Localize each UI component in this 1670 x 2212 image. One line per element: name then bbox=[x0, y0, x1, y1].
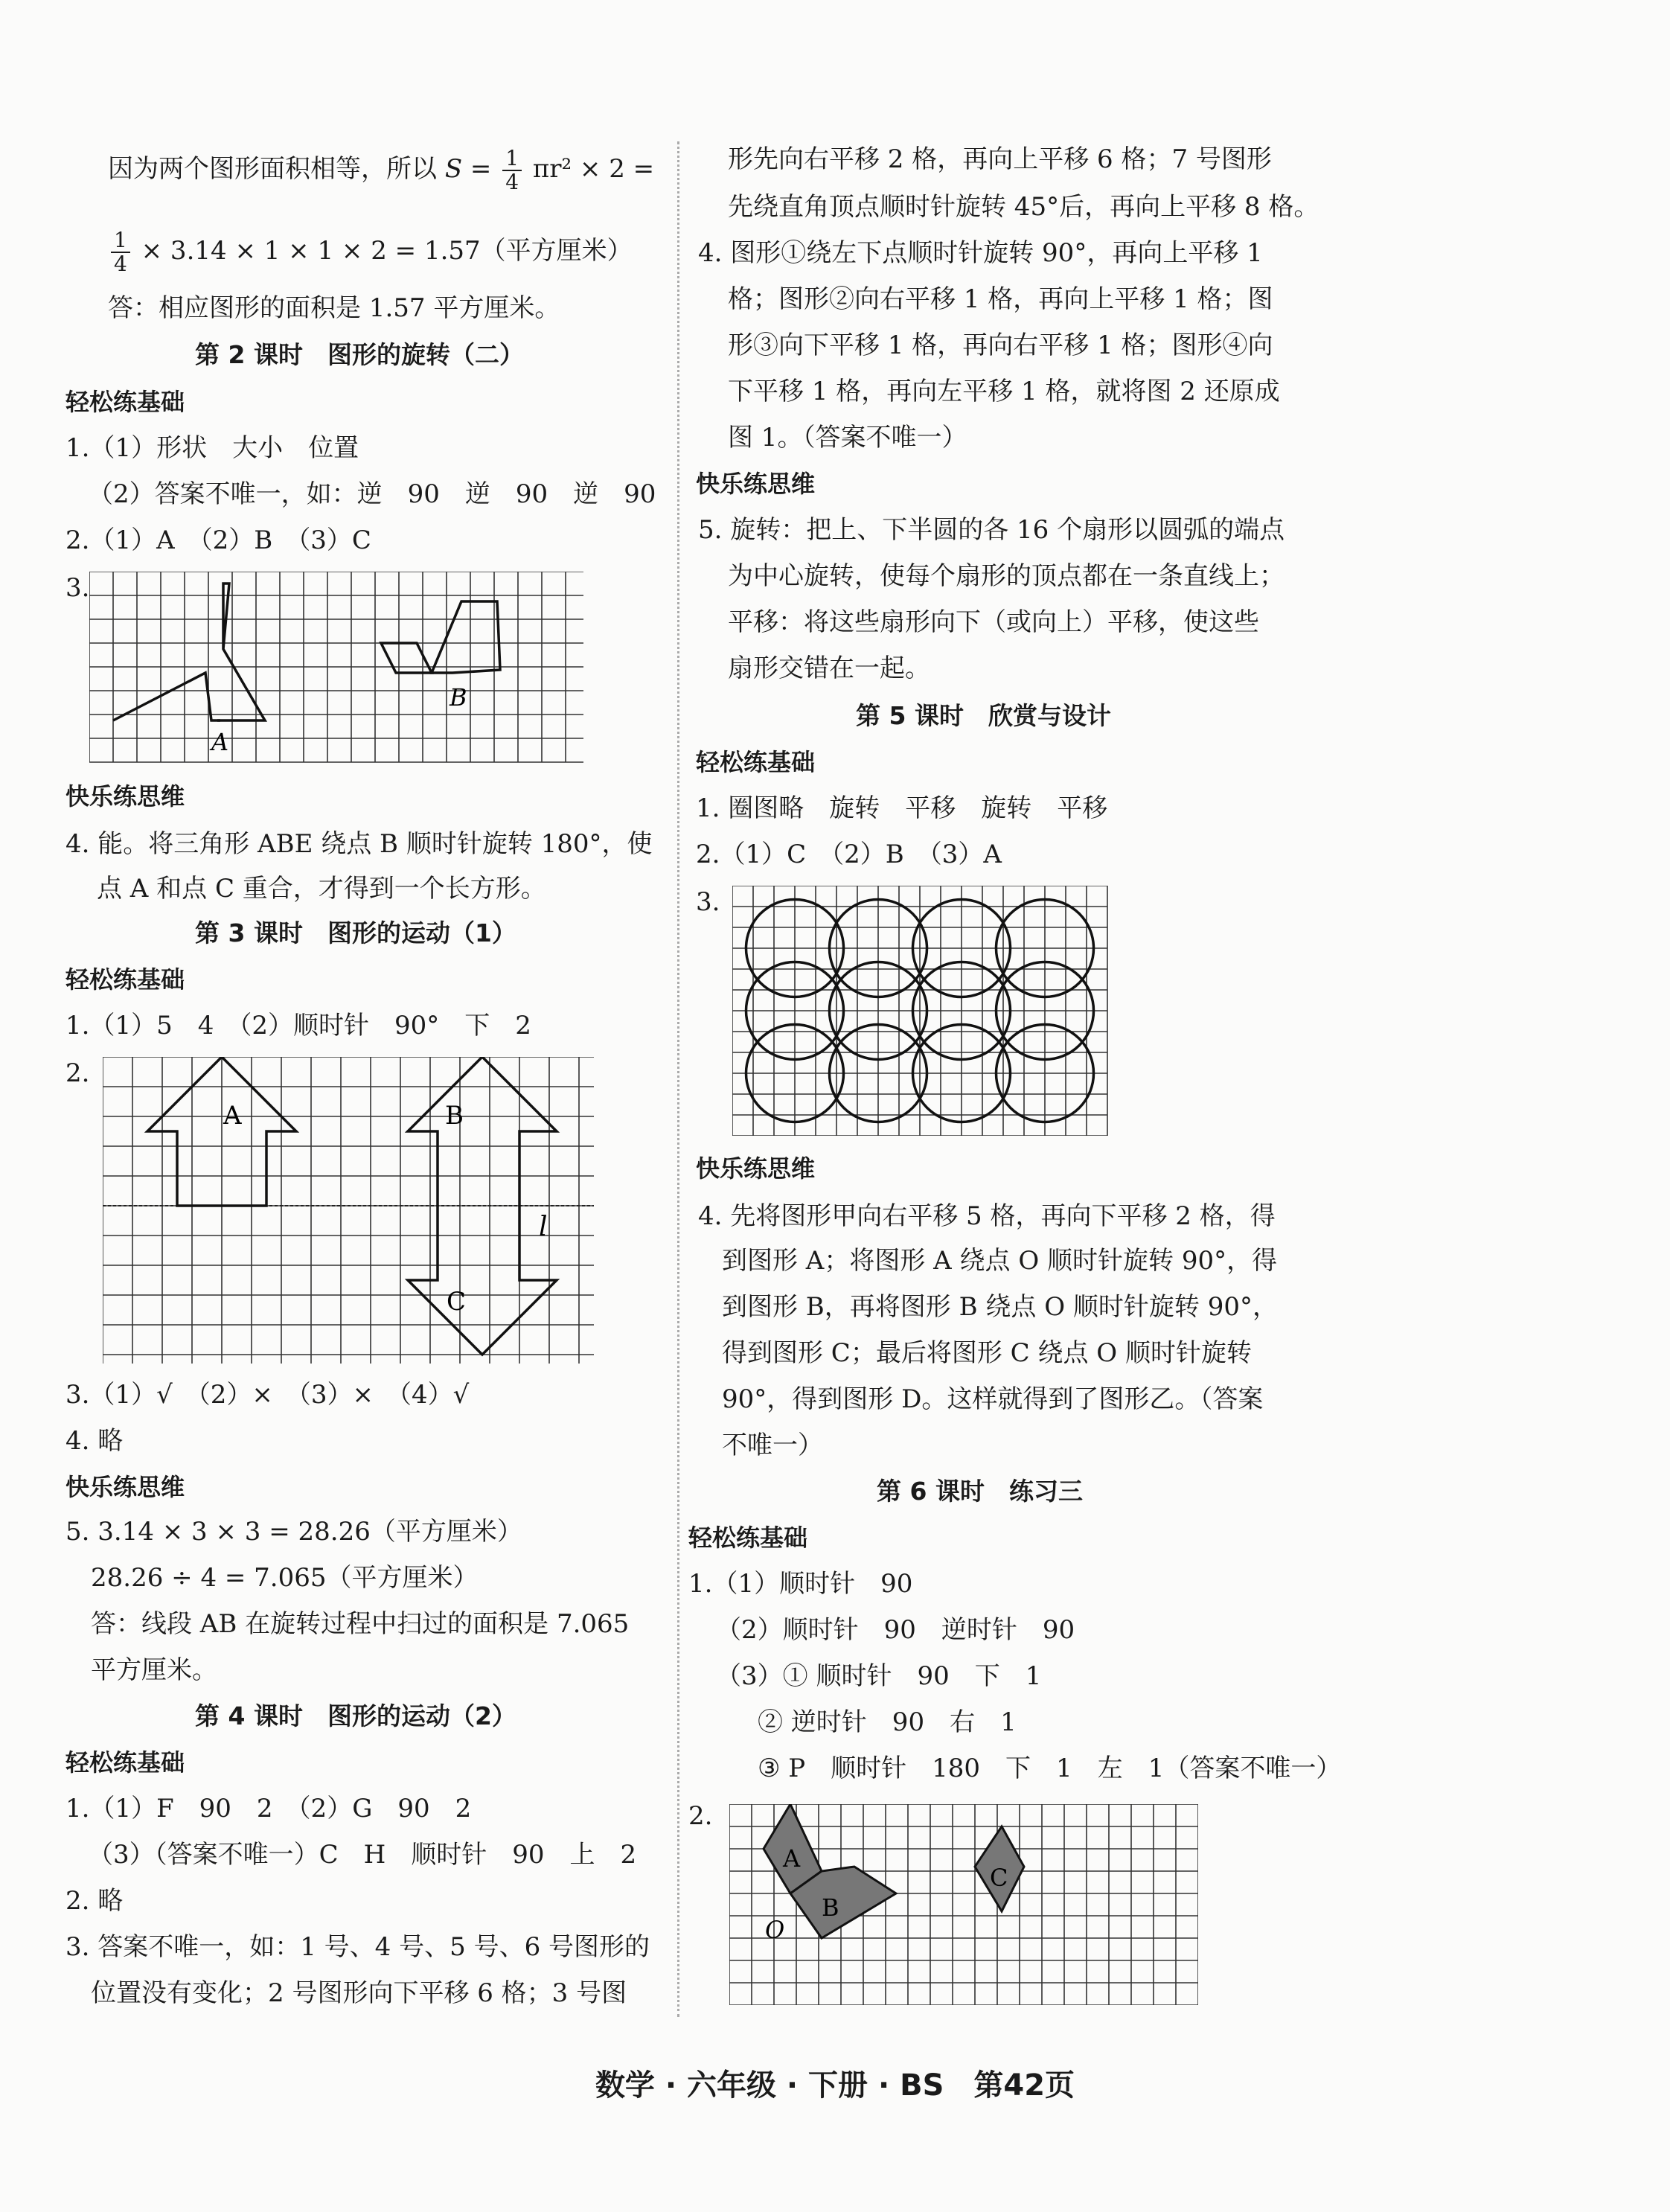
answer-line: （3）① 顺时针 90 下 1 bbox=[716, 1661, 1042, 1691]
answer-line: 为中心旋转，使每个扇形的顶点都在一条直线上； bbox=[728, 561, 1285, 591]
answer-line: 5. 3.14 × 3 × 3 = 28.26（平方厘米） bbox=[65, 1517, 522, 1547]
section-think: 快乐练思维 bbox=[696, 1154, 816, 1183]
label-a: A bbox=[783, 1844, 801, 1873]
answer-line: 到图形 A；将图形 A 绕点 O 顺时针旋转 90°，得 bbox=[722, 1246, 1278, 1276]
answer-line: 1.（1）形状 大小 位置 bbox=[65, 433, 359, 463]
label-a: A bbox=[223, 1101, 242, 1131]
section-basic: 轻松练基础 bbox=[65, 965, 185, 994]
section-basic: 轻松练基础 bbox=[696, 748, 816, 776]
motion-grid bbox=[103, 1057, 594, 1364]
answer-line: 5. 旋转：把上、下半圆的各 16 个扇形以圆弧的端点 bbox=[698, 515, 1285, 545]
section-think: 快乐练思维 bbox=[65, 782, 185, 811]
lesson-4-title: 第 4 课时 图形的运动（2） bbox=[195, 1701, 516, 1730]
rotation-grid-1 bbox=[89, 572, 589, 768]
fraction: $\frac{1}{4}$ bbox=[111, 229, 130, 275]
question-number: 2. bbox=[65, 1058, 90, 1088]
label-a: A bbox=[211, 728, 229, 756]
page-footer: 数学 · 六年级 · 下册 · BS 第42页 bbox=[595, 2068, 1075, 2103]
section-basic: 轻松练基础 bbox=[688, 1524, 808, 1552]
section-basic: 轻松练基础 bbox=[65, 1748, 185, 1777]
answer-line: 4. 图形①绕左下点顺时针旋转 90°，再向上平移 1 bbox=[698, 238, 1263, 268]
shapes-grid bbox=[729, 1804, 1198, 2005]
shape-b-quad bbox=[432, 601, 500, 673]
answer-line: 4. 先将图形甲向右平移 5 格，再向下平移 2 格，得 bbox=[698, 1201, 1276, 1231]
answer-line: 28.26 ÷ 4 = 7.065（平方厘米） bbox=[91, 1563, 479, 1593]
answer-line: 1.（1）顺时针 90 bbox=[688, 1569, 913, 1599]
answer-line: 不唯一） bbox=[722, 1431, 823, 1460]
section-think: 快乐练思维 bbox=[696, 470, 816, 498]
answer-line: 到图形 B，再将图形 B 绕点 O 顺时针旋转 90°， bbox=[722, 1292, 1278, 1322]
lesson-5-title: 第 5 课时 欣赏与设计 bbox=[856, 701, 1111, 730]
fraction: $\frac{1}{4}$ bbox=[502, 147, 522, 194]
answer-line: ② 逆时针 90 右 1 bbox=[758, 1707, 1017, 1737]
intro-line-1: 因为两个图形面积相等，所以 S = $\frac{1}{4}$ πr² × 2 = bbox=[108, 146, 655, 194]
answer-line: 形先向右平移 2 格，再向上平移 6 格；7 号图形 bbox=[728, 144, 1272, 174]
answer-line: 2.（1）A （2）B （3）C bbox=[65, 525, 371, 555]
circle-pattern-grid bbox=[732, 886, 1109, 1136]
column-divider bbox=[677, 141, 679, 2017]
shape-b-parallelogram bbox=[381, 643, 432, 673]
answer-line: 3. 答案不唯一，如：1 号、4 号、5 号、6 号图形的 bbox=[65, 1932, 650, 1962]
answer-line: 平方厘米。 bbox=[91, 1655, 217, 1685]
answer-line: 90°，得到图形 D。这样就得到了图形乙。（答案 bbox=[722, 1384, 1264, 1414]
question-number: 3. bbox=[696, 887, 720, 917]
lesson-3-title: 第 3 课时 图形的运动（1） bbox=[195, 918, 516, 947]
answer-line: 扇形交错在一起。 bbox=[728, 653, 930, 683]
label-o: O bbox=[765, 1916, 785, 1944]
answer-line: 图 1。（答案不唯一） bbox=[728, 423, 967, 453]
lesson-6-title: 第 6 课时 练习三 bbox=[877, 1477, 1083, 1506]
answer-line: 答：线段 AB 在旋转过程中扫过的面积是 7.065 bbox=[91, 1609, 630, 1639]
answer-line: 平移：将这些扇形向下（或向上）平移，使这些 bbox=[728, 607, 1259, 637]
label-b: B bbox=[450, 683, 467, 712]
answer-line: 下平移 1 格，再向左平移 1 格，就将图 2 还原成 bbox=[728, 377, 1280, 406]
answer-line: （2）答案不唯一，如：逆 90 逆 90 逆 90 bbox=[88, 479, 656, 509]
lesson-2-title: 第 2 课时 图形的旋转（二） bbox=[195, 340, 524, 369]
answer-line: 4. 能。将三角形 ABE 绕点 B 顺时针旋转 180°，使 bbox=[65, 829, 653, 859]
shape-a-outline bbox=[217, 584, 265, 720]
answer-line: 格；图形②向右平移 1 格，再向上平移 1 格；图 bbox=[728, 284, 1273, 314]
label-c: C bbox=[990, 1864, 1008, 1892]
answer-line: 3.（1）√ （2）× （3）× （4）√ bbox=[65, 1380, 470, 1410]
answer-line: 4. 略 bbox=[65, 1426, 124, 1456]
answer-line: 2.（1）C （2）B （3）A bbox=[696, 840, 1002, 869]
answer-line: 得到图形 C；最后将图形 C 绕点 O 顺时针旋转 bbox=[722, 1338, 1252, 1368]
intro-answer: 答：相应图形的面积是 1.57 平方厘米。 bbox=[108, 293, 560, 323]
answer-line: 1.（1）5 4 （2）顺时针 90° 下 2 bbox=[65, 1011, 531, 1041]
label-c: C bbox=[447, 1287, 467, 1317]
answer-line: 形③向下平移 1 格，再向右平移 1 格；图形④向 bbox=[728, 330, 1273, 360]
label-b: B bbox=[445, 1101, 464, 1131]
answer-line: 先绕直角顶点顺时针旋转 45°后，再向上平移 8 格。 bbox=[728, 192, 1319, 222]
shape-a-outline bbox=[113, 673, 220, 720]
section-basic: 轻松练基础 bbox=[65, 388, 185, 416]
answer-line: 点 A 和点 C 重合，才得到一个长方形。 bbox=[97, 874, 546, 904]
answer-line: 2. 略 bbox=[65, 1886, 124, 1916]
answer-line: ③ P 顺时针 180 下 1 左 1（答案不唯一） bbox=[758, 1754, 1342, 1783]
answer-line: 1.（1）F 90 2 （2）G 90 2 bbox=[65, 1794, 472, 1823]
intro-line-2: $\frac{1}{4}$ × 3.14 × 1 × 1 × 2 = 1.57（平方厘米） bbox=[108, 229, 633, 275]
label-l: l bbox=[539, 1212, 548, 1242]
question-number: 2. bbox=[688, 1801, 713, 1831]
answer-line: 1. 圈图略 旋转 平移 旋转 平移 bbox=[696, 793, 1108, 823]
section-think: 快乐练思维 bbox=[65, 1473, 185, 1501]
label-b: B bbox=[822, 1893, 839, 1922]
answer-line: （2）顺时针 90 逆时针 90 bbox=[716, 1615, 1075, 1645]
question-number: 3. bbox=[65, 573, 90, 603]
answer-line: 位置没有变化；2 号图形向下平移 6 格；3 号图 bbox=[91, 1978, 627, 2008]
answer-line: （3）（答案不唯一）C H 顺时针 90 上 2 bbox=[88, 1840, 637, 1870]
